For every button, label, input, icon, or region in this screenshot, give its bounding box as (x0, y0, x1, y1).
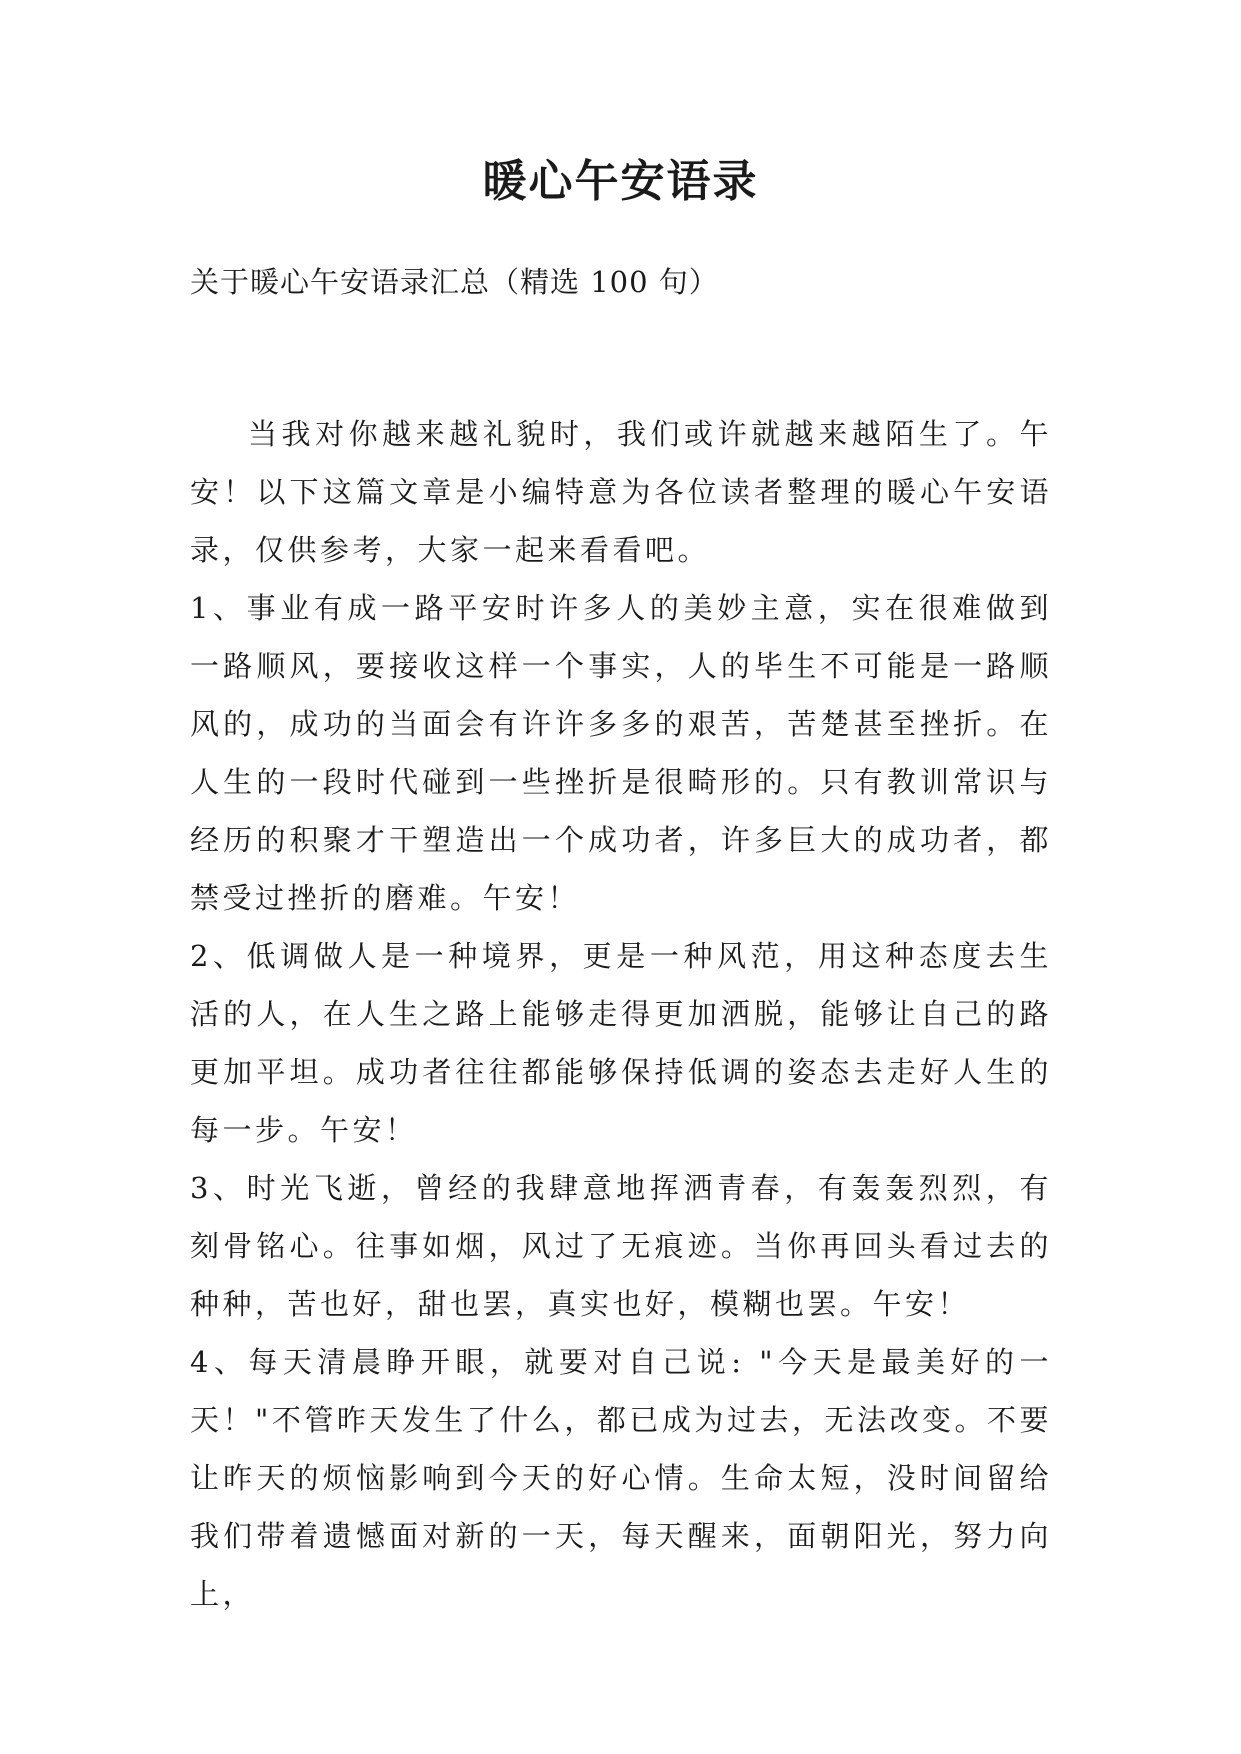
list-item: 1、事业有成一路平安时许多人的美妙主意，实在很难做到一路顺风，要接收这样一个事实，人的毕生不可能是一路顺风的，成功的当面会有许许多多的艰苦，苦楚甚至挫折。在人生的一段时代碰到一些挫折是很畸形的。只有教训常识与经历的积聚才干塑造出一个成功者，许多巨大的成功者，都禁受过挫折的磨难。午安！ (190, 591, 1052, 915)
list-item: 4、每天清晨睁开眼，就要对自己说: "今天是最美好的一天！"不管昨天发生了什么，都已成为过去，无法改变。不要让昨天的烦恼影响到今天的好心情。生命太短，没时间留给我们带着遗憾面对新的一天，每天醒来，面朝阳光，努力向上， (190, 1345, 1052, 1611)
document-body (190, 405, 1052, 1623)
list-item: 3、时光飞逝，曾经的我肆意地挥洒青春，有轰轰烈烈，有刻骨铭心。往事如烟，风过了无痕迹。当你再回头看过去的种种，苦也好，甜也罢，真实也好，模糊也罢。午安！ (190, 1171, 1052, 1321)
document-title: 暖心午安语录 (482, 156, 759, 207)
document-subtitle: 关于暖心午安语录汇总（精选 100 句） (190, 265, 719, 299)
intro-paragraph: 当我对你越来越礼貌时，我们或许就越来越陌生了。午安！以下这篇文章是小编特意为各位读者整理的暖心午安语录，仅供参考，大家一起来看看吧。 (190, 417, 1052, 567)
list-item: 2、低调做人是一种境界，更是一种风范，用这种态度去生活的人，在人生之路上能够走得更加洒脱，能够让自己的路更加平坦。成功者往往都能够保持低调的姿态去走好人生的每一步。午安！ (190, 939, 1052, 1147)
